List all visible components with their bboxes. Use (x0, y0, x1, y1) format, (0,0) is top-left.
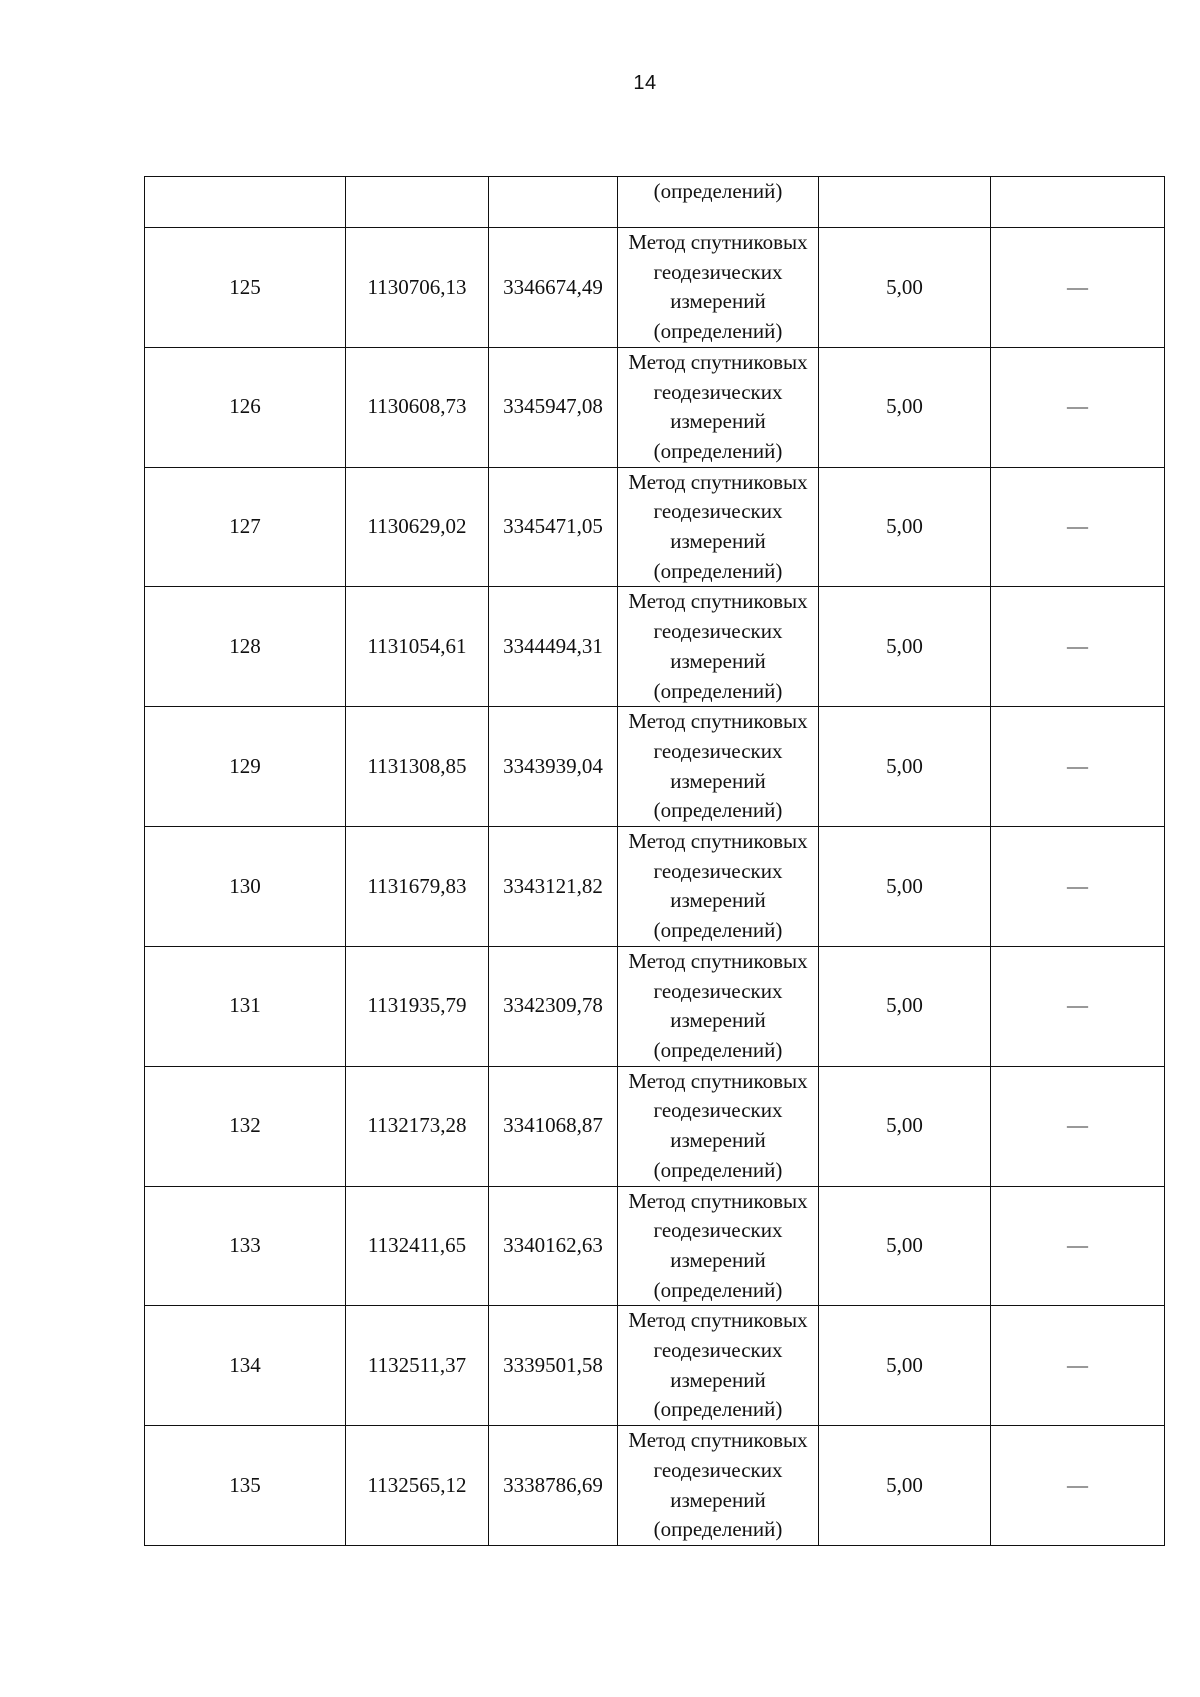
cell-note (991, 587, 1165, 707)
method-line: (определений) (653, 1277, 783, 1302)
page-number: 14 (633, 72, 657, 94)
cell-accuracy: 5,00 (819, 1186, 991, 1306)
method-line: измерений (670, 1008, 766, 1033)
method-line: (определений) (653, 1397, 783, 1422)
cell-y: 3345471,05 (489, 467, 618, 587)
cell-note (991, 707, 1165, 827)
method-line: (определений) (653, 1037, 783, 1062)
cell-y: 3341068,87 (489, 1066, 618, 1186)
method-line: Метод спутниковых (628, 829, 808, 854)
method-line: измерений (670, 289, 766, 314)
cell-x: 1131308,85 (346, 707, 489, 827)
method-line: Метод спутниковых (628, 709, 808, 734)
cell-note (991, 946, 1165, 1066)
note-dash: — (1067, 1352, 1088, 1377)
cell-num: 132 (145, 1066, 346, 1186)
cell-method (618, 347, 819, 467)
coordinates-table (144, 176, 1165, 1546)
cell-x: 1132511,37 (346, 1306, 489, 1426)
cell-method (618, 228, 819, 348)
method-line: измерений (670, 409, 766, 434)
table-row (145, 1186, 1165, 1306)
method-line: (определений) (653, 678, 783, 703)
method-line: измерений (670, 648, 766, 673)
method-line: (определений) (653, 319, 783, 344)
cell-y: 3346674,49 (489, 228, 618, 348)
method-line: (определений) (653, 1517, 783, 1542)
table-row (145, 827, 1165, 947)
cell-x: 1130629,02 (346, 467, 489, 587)
cell-x (346, 177, 489, 228)
cell-note (991, 347, 1165, 467)
cell-accuracy: 5,00 (819, 1426, 991, 1546)
note-dash: — (1067, 274, 1088, 299)
cell-note (991, 1426, 1165, 1546)
cell-accuracy: 5,00 (819, 827, 991, 947)
cell-accuracy: 5,00 (819, 946, 991, 1066)
method-line: геодезических (653, 1338, 783, 1363)
method-line: (определений) (653, 918, 783, 943)
cell-y: 3343939,04 (489, 707, 618, 827)
cell-method (618, 1306, 819, 1426)
note-dash: — (1067, 1113, 1088, 1138)
method-line: (определений) (653, 438, 783, 463)
method-line: измерений (670, 888, 766, 913)
cell-y: 3339501,58 (489, 1306, 618, 1426)
table-row (145, 1066, 1165, 1186)
cell-accuracy: 5,00 (819, 467, 991, 587)
method-line: (определений) (653, 1157, 783, 1182)
note-dash: — (1067, 394, 1088, 419)
cell-y: 3345947,08 (489, 347, 618, 467)
note-dash: — (1067, 873, 1088, 898)
cell-accuracy: 5,00 (819, 707, 991, 827)
cell-accuracy: 5,00 (819, 1306, 991, 1426)
table-row (145, 228, 1165, 348)
cell-y: 3344494,31 (489, 587, 618, 707)
cell-accuracy: 5,00 (819, 347, 991, 467)
cell-method (618, 827, 819, 947)
table-row (145, 707, 1165, 827)
cell-method: (определений) (618, 177, 819, 228)
cell-note (991, 1186, 1165, 1306)
cell-note (991, 1066, 1165, 1186)
method-line: измерений (670, 1128, 766, 1153)
cell-accuracy (819, 177, 991, 228)
cell-x: 1131935,79 (346, 946, 489, 1066)
table-body (145, 177, 1165, 1546)
cell-note (991, 1306, 1165, 1426)
method-line: измерений (670, 768, 766, 793)
note-dash: — (1067, 514, 1088, 539)
cell-note (991, 228, 1165, 348)
method-line: измерений (670, 1487, 766, 1512)
method-line: Метод спутниковых (628, 1428, 808, 1453)
table-row (145, 1306, 1165, 1426)
cell-num: 126 (145, 347, 346, 467)
cell-note (991, 827, 1165, 947)
cell-y (489, 177, 618, 228)
method-line: геодезических (653, 379, 783, 404)
cell-x: 1131054,61 (346, 587, 489, 707)
method-line: Метод спутниковых (628, 469, 808, 494)
cell-accuracy: 5,00 (819, 1066, 991, 1186)
method-line: измерений (670, 1247, 766, 1272)
cell-y: 3343121,82 (489, 827, 618, 947)
cell-num: 128 (145, 587, 346, 707)
cell-x: 1132411,65 (346, 1186, 489, 1306)
method-line: Метод спутниковых (628, 1188, 808, 1213)
cell-accuracy: 5,00 (819, 587, 991, 707)
table-row (145, 946, 1165, 1066)
cell-method (618, 1426, 819, 1546)
cell-x: 1131679,83 (346, 827, 489, 947)
cell-x: 1130608,73 (346, 347, 489, 467)
method-line: (определений) (653, 558, 783, 583)
cell-num (145, 177, 346, 228)
cell-num: 134 (145, 1306, 346, 1426)
note-dash: — (1067, 753, 1088, 778)
table-row (145, 587, 1165, 707)
cell-method (618, 1066, 819, 1186)
cell-accuracy: 5,00 (819, 228, 991, 348)
cell-method (618, 707, 819, 827)
cell-num: 133 (145, 1186, 346, 1306)
method-line: Метод спутниковых (628, 349, 808, 374)
cell-num: 129 (145, 707, 346, 827)
cell-method (618, 1186, 819, 1306)
cell-num: 131 (145, 946, 346, 1066)
note-dash: — (1067, 1233, 1088, 1258)
table-row (145, 467, 1165, 587)
cell-method (618, 467, 819, 587)
cell-num: 130 (145, 827, 346, 947)
table-row (145, 1426, 1165, 1546)
cell-note (991, 467, 1165, 587)
method-line: измерений (670, 1367, 766, 1392)
cell-x: 1130706,13 (346, 228, 489, 348)
cell-x: 1132173,28 (346, 1066, 489, 1186)
method-line: геодезических (653, 259, 783, 284)
method-line: геодезических (653, 1218, 783, 1243)
method-line: Метод спутниковых (628, 948, 808, 973)
method-line: Метод спутниковых (628, 230, 808, 254)
cell-x: 1132565,12 (346, 1426, 489, 1546)
cell-method (618, 587, 819, 707)
cell-y: 3340162,63 (489, 1186, 618, 1306)
method-line: Метод спутниковых (628, 1068, 808, 1093)
cell-y: 3342309,78 (489, 946, 618, 1066)
method-line: геодезических (653, 738, 783, 763)
note-dash: — (1067, 633, 1088, 658)
method-line: геодезических (653, 1457, 783, 1482)
method-line: Метод спутниковых (628, 589, 808, 614)
method-line: измерений (670, 529, 766, 554)
continuation-row (145, 177, 1165, 228)
cell-num: 135 (145, 1426, 346, 1546)
cell-y: 3338786,69 (489, 1426, 618, 1546)
method-line: геодезических (653, 619, 783, 644)
table-row (145, 347, 1165, 467)
method-line: геодезических (653, 499, 783, 524)
cell-note (991, 177, 1165, 228)
method-line: (определений) (653, 798, 783, 823)
method-line: геодезических (653, 1098, 783, 1123)
method-line: геодезических (653, 858, 783, 883)
method-line: Метод спутниковых (628, 1308, 808, 1333)
cell-num: 127 (145, 467, 346, 587)
cell-num: 125 (145, 228, 346, 348)
note-dash: — (1067, 1472, 1088, 1497)
method-line: геодезических (653, 978, 783, 1003)
cell-method (618, 946, 819, 1066)
note-dash: — (1067, 993, 1088, 1018)
